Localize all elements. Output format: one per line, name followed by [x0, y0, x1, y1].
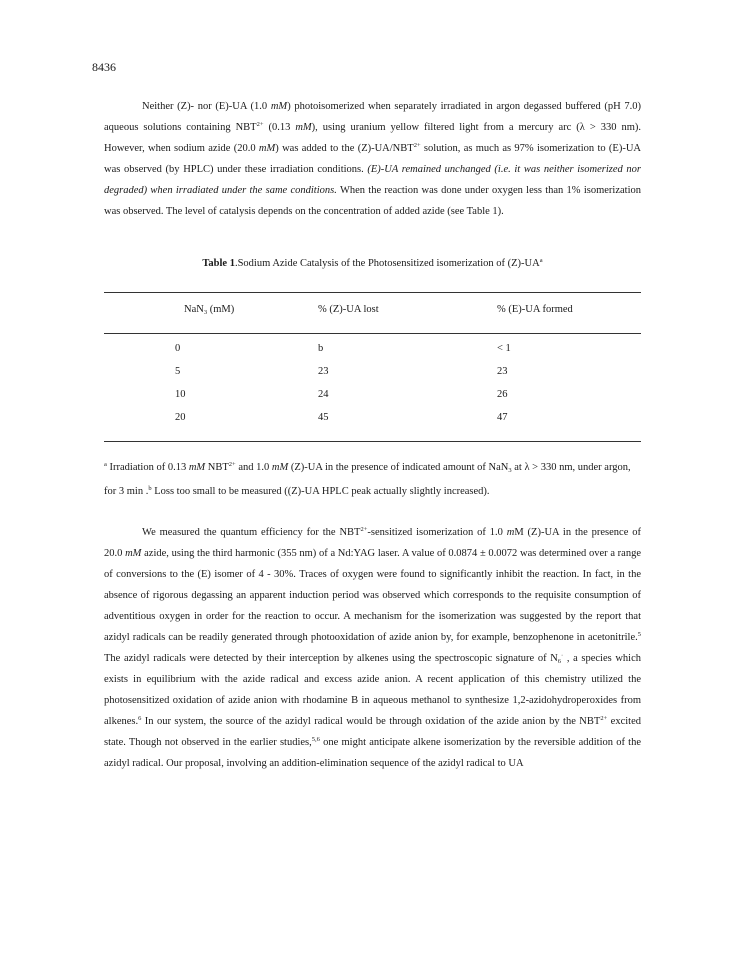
para2-italic: m: [506, 527, 515, 538]
table-bottom-rule: [104, 441, 641, 442]
footnote-marker: b: [148, 485, 152, 492]
para1-text: solution, as much as 97% isomerization to (E)-UA was observed (by HPLC) under these irradiation conditions.: [104, 143, 641, 175]
table-cell: 20: [175, 412, 186, 423]
table-header-z-lost: % (Z)-UA lost: [318, 304, 379, 315]
table-cell: 0: [175, 343, 181, 354]
superscript: 5: [637, 631, 641, 638]
para1-text: When the reaction was done under oxygen less than 1% isomerization was observed. The level of catalysis depends on the concentration of added azide (see Table 1).: [104, 185, 641, 217]
para2-text: We measured the quantum efficiency for the NBT: [142, 527, 361, 538]
para2-text: azide, using the third harmonic (355 nm) of a Nd:YAG laser. A value of 0.0874 ± 0.0072 was determined over a range of conversions to the (E) isomer of 4 - 30%. Traces of oxygen were found to significantly inhibit the reaction. In fact, in the absence of rigorous degassing an apparent induction period was observed which corresponds to the requisite consumption of adventitious oxygen in order for the reaction to occur. A mechanism for the isomerization was suggested by the report that azidyl radicals can be readily generated through photooxidation of azide anion by, for example, benzophenone in acetonitrile.: [104, 548, 641, 643]
footnote-text: Loss too small to be measured ((Z)-UA HPLC peak actually slightly increased).: [151, 486, 490, 497]
para1-text: ) was added to the (Z)-UA/NBT: [275, 143, 414, 154]
para1-text: (0.13: [263, 122, 296, 133]
para2-text: one might anticipate alkene isomerization by the reversible addition of the azidyl radical. Our proposal, involving an addition-elimination sequence of the azidyl radical to UA: [104, 737, 641, 769]
para1-text: Neither (Z)- nor (E)-UA (1.0: [142, 101, 271, 112]
paragraph-2: [104, 522, 641, 774]
superscript: 5,6: [311, 736, 320, 743]
table-cell: 23: [318, 366, 329, 377]
para1-text: ), using uranium yellow filtered light from a mercury arc (λ > 330 nm). However, when sodium azide (20.0: [104, 122, 642, 154]
para1-italic: (E)-UA remained unchanged (i.e. it was neither isomerized nor degraded) when irradiated under the same conditions.: [104, 164, 641, 196]
paragraph-1: [104, 96, 641, 222]
para2-text: , a species which exists in equilibrium with the azide radical and excess azide anion. A recent application of this chemistry utilized the photosensitized oxidation of azide anion with rhodamine B in aqueous methanol to synthesize 1,2-azidohydroperoxides from alkenes.: [104, 653, 641, 727]
subscript: 6: [557, 658, 562, 665]
table-cell: b: [318, 343, 324, 354]
table-header-nan3: [184, 304, 234, 315]
superscript: 2+: [228, 461, 236, 468]
footnote-italic: mM: [188, 462, 206, 473]
para2-text: In our system, the source of the azidyl radical would be through oxidation of the azide anion by the NBT: [141, 716, 601, 727]
subscript: 3: [203, 309, 208, 316]
table-cell: 26: [497, 389, 508, 400]
footnote-text: and 1.0: [235, 462, 272, 473]
para2-text: The azidyl radicals were detected by their interception by alkenes using the spectroscopic signature of N: [104, 653, 558, 664]
superscript: 2+: [360, 526, 368, 533]
footnote-text: (Z)-UA in the presence of indicated amount of NaN: [288, 462, 509, 473]
table-header-e-formed: % (E)-UA formed: [497, 304, 573, 315]
table-header-rule: [104, 333, 641, 334]
table-caption-text: .Sodium Azide Catalysis of the Photosensitized isomerization of (Z)-UA: [234, 258, 540, 269]
footnote-text: NBT: [205, 462, 229, 473]
table-header-text: (mM): [207, 304, 235, 315]
superscript: 2+: [256, 121, 264, 128]
para2-text: excited state. Though not observed in the earlier studies,: [104, 716, 641, 748]
table-footnote: [104, 456, 641, 504]
subscript: 3: [508, 467, 512, 474]
para2-text: -sensitized isomerization of 1.0: [367, 527, 507, 538]
table-cell: 5: [175, 366, 181, 377]
footnote-text: Irradiation of 0.13: [106, 462, 189, 473]
superscript: a: [539, 257, 543, 264]
page-number: 8436: [92, 60, 116, 74]
footnote-marker: a: [104, 461, 107, 468]
footnote-italic: mM: [271, 462, 289, 473]
table-top-rule: [104, 292, 641, 293]
superscript: 2+: [600, 715, 608, 722]
para2-italic: mM: [125, 548, 142, 559]
table-cell: 23: [497, 366, 508, 377]
para1-text: ) photoisomerized when separately irradiated in argon degassed buffered (pH 7.0) aqueous solutions containing NBT: [104, 101, 641, 133]
superscript: 2+: [413, 142, 421, 149]
para1-italic: mM: [295, 122, 312, 133]
para1-italic: mM: [258, 143, 276, 154]
table-cell: < 1: [497, 343, 511, 354]
superscript: 6: [138, 715, 142, 722]
table-header-text: NaN: [184, 304, 204, 315]
superscript: ·: [561, 652, 564, 659]
table-cell: 45: [318, 412, 329, 423]
table-cell: 24: [318, 389, 329, 400]
table-cell: 47: [497, 412, 508, 423]
table-cell: 10: [175, 389, 186, 400]
footnote-text: at λ > 330 nm, under argon, for 3 min .: [104, 462, 631, 497]
para1-italic: mM: [270, 101, 288, 112]
table-caption-label: Table 1: [202, 258, 235, 269]
table-caption: [104, 258, 641, 269]
para2-text: M (Z)-UA in the presence of 20.0: [104, 527, 641, 559]
